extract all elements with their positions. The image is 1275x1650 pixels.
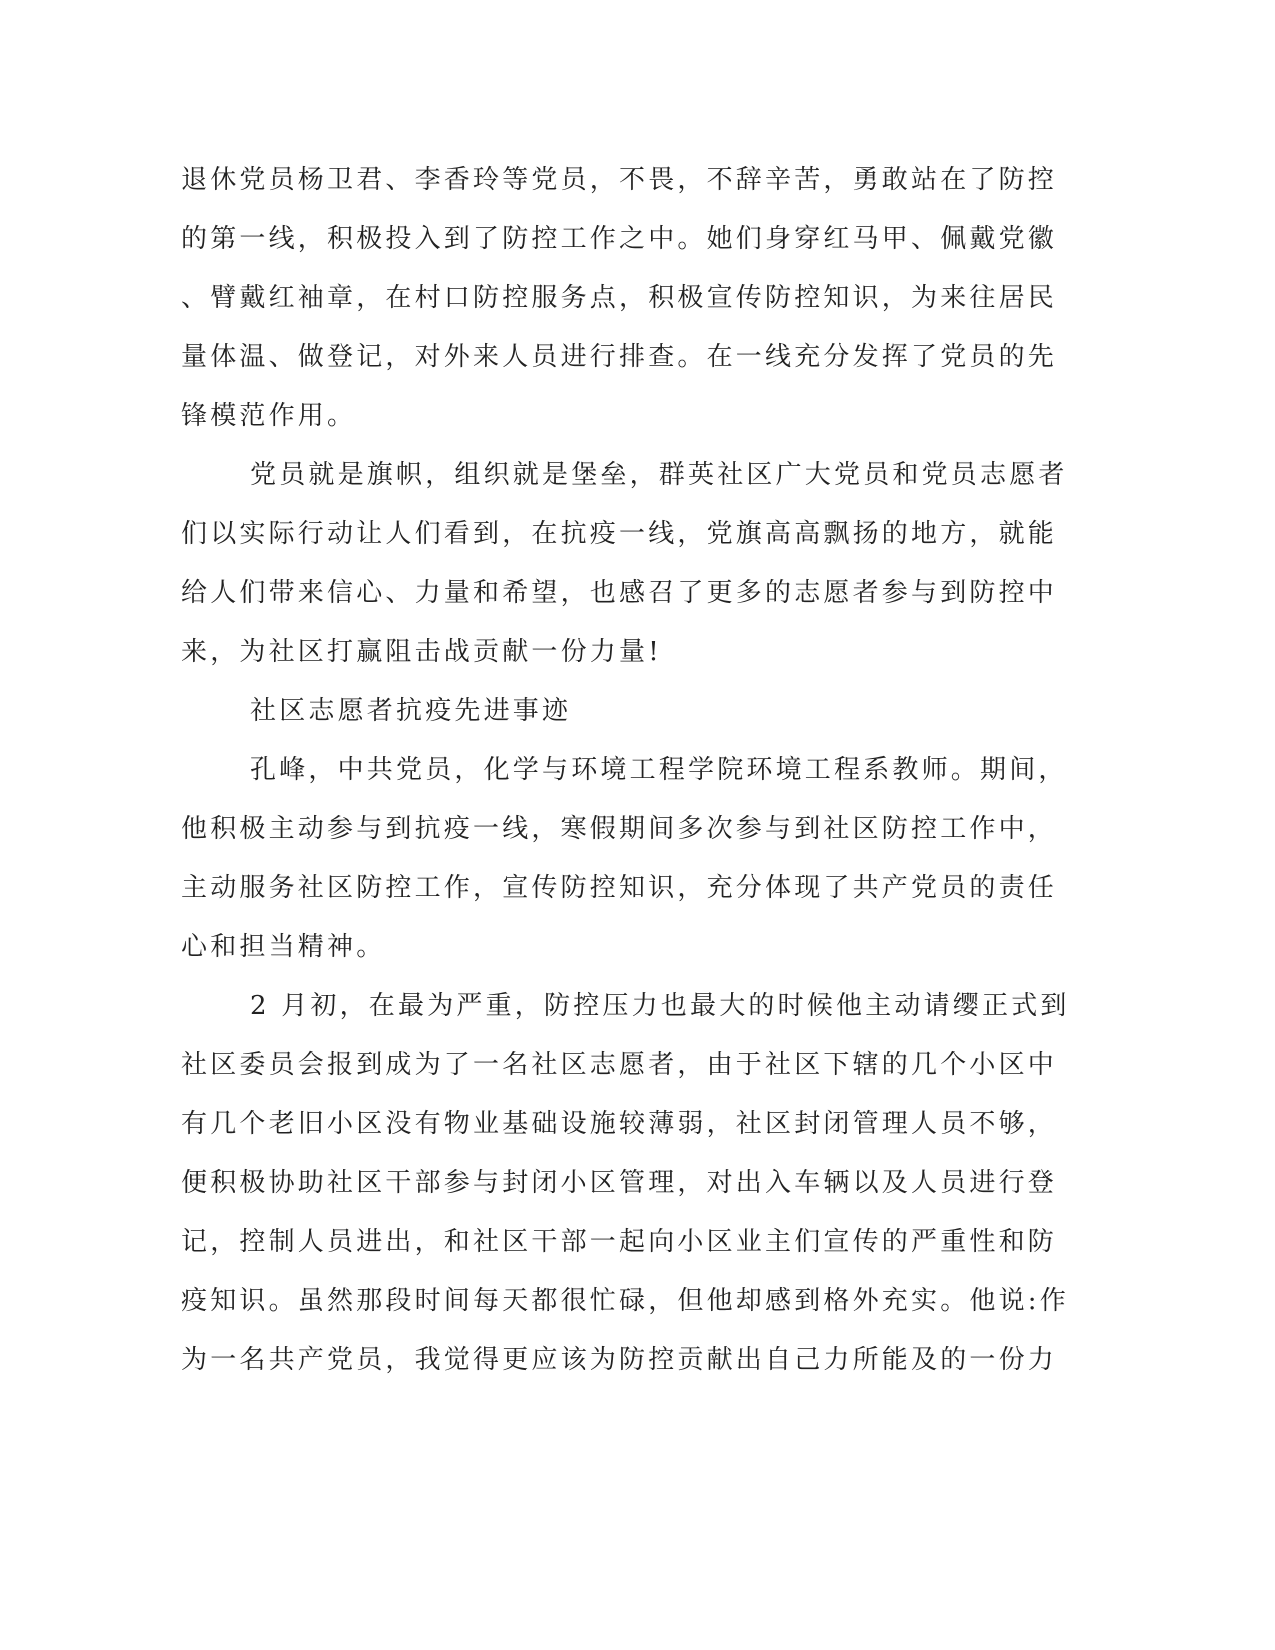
text-line-14: 心和担当精神。 [181, 932, 386, 962]
text-line-13: 主动服务社区防控工作，宣传防控知识，充分体现了共产党员的责任 [181, 873, 1058, 903]
text-line-7: 们以实际行动让人们看到，在抗疫一线，党旗高高飘扬的地方，就能 [181, 519, 1058, 549]
text-line-17: 有几个老旧小区没有物业基础设施较薄弱，社区封闭管理人员不够， [181, 1109, 1058, 1139]
text-line-12: 他积极主动参与到抗疫一线，寒假期间多次参与到社区防控工作中， [181, 814, 1058, 844]
text-line-4: 量体温、做登记，对外来人员进行排查。在一线充分发挥了党员的先 [181, 342, 1058, 372]
text-line-20: 疫知识。虽然那段时间每天都很忙碌，但他却感到格外充实。他说:作 [181, 1286, 1069, 1316]
text-line-19: 记，控制人员进出，和社区干部一起向小区业主们宣传的严重性和防 [181, 1227, 1058, 1257]
text-line-9: 来，为社区打赢阻击战贡献一份力量! [181, 637, 662, 667]
text-line-3: 、臂戴红袖章，在村口防控服务点，积极宣传防控知识，为来往居民 [181, 283, 1058, 313]
text-line-15: 2 月初，在最为严重，防控压力也最大的时候他主动请缨正式到 [250, 991, 1070, 1021]
text-line-21: 为一名共产党员，我觉得更应该为防控贡献出自己力所能及的一份力 [181, 1345, 1058, 1375]
section-heading: 社区志愿者抗疫先进事迹 [250, 696, 572, 726]
text-line-18: 便积极协助社区干部参与封闭小区管理，对出入车辆以及人员进行登 [181, 1168, 1058, 1198]
text-line-1: 退休党员杨卫君、李香玲等党员，不畏，不辞辛苦，勇敢站在了防控 [181, 165, 1058, 195]
text-line-2: 的第一线，积极投入到了防控工作之中。她们身穿红马甲、佩戴党徽 [181, 224, 1058, 254]
text-line-16: 社区委员会报到成为了一名社区志愿者，由于社区下辖的几个小区中 [181, 1050, 1058, 1080]
text-line-5: 锋模范作用。 [181, 401, 357, 431]
text-line-8: 给人们带来信心、力量和希望，也感召了更多的志愿者参与到防控中 [181, 578, 1058, 608]
text-line-6: 党员就是旗帜，组织就是堡垒，群英社区广大党员和党员志愿者 [250, 460, 1068, 490]
text-line-11: 孔峰，中共党员，化学与环境工程学院环境工程系教师。期间， [250, 755, 1068, 785]
